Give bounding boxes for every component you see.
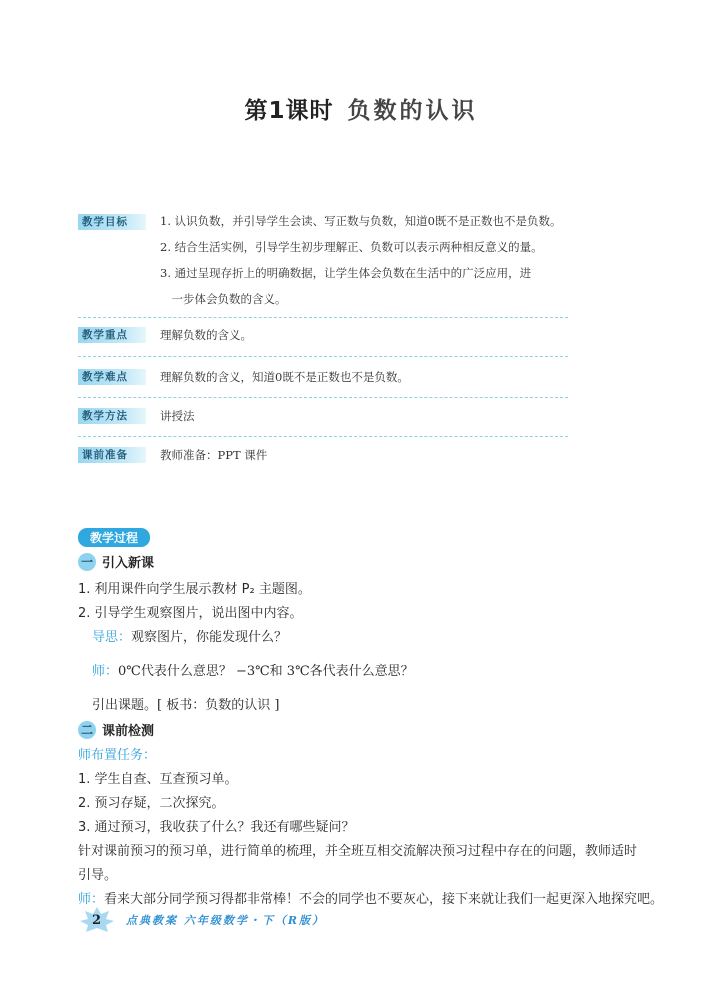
book-title: 点典教案 六年级数学・下（R版） xyxy=(126,914,325,927)
key-points-text: 理解负数的含义。 xyxy=(160,328,252,342)
paragraph-cont: 引导。 xyxy=(78,868,118,883)
objective-3-cont: 一步体会负数的含义。 xyxy=(160,292,287,306)
section-1-heading xyxy=(78,552,154,571)
section-2-heading xyxy=(78,720,154,739)
section-2-title: 课前检测 xyxy=(102,724,155,739)
task-label: 师布置任务： xyxy=(78,748,157,763)
divider xyxy=(78,317,568,318)
page-number: 2 xyxy=(92,913,102,928)
methods-label: 教学方法 xyxy=(78,408,146,424)
key-points-label: 教学重点 xyxy=(78,327,146,343)
lesson-topic: 负数的认识 xyxy=(347,98,478,124)
page-title xyxy=(0,92,722,125)
section-number-icon: 一 xyxy=(78,553,96,571)
section-number-icon: 二 xyxy=(78,721,96,739)
divider xyxy=(78,356,568,357)
list-item: 2. 预习存疑，二次探究。 xyxy=(78,796,225,811)
divider xyxy=(78,397,568,398)
list-item: 2. 引导学生观察图片，说出图中内容。 xyxy=(78,606,303,621)
teacher-remark: 师：看来大部分同学预习得都非常棒！不会的同学也不要灰心，接下来就让我们一起更深入地探究吧。 xyxy=(78,892,664,907)
intro-text: 引出课题。[ 板书：负数的认识 ] xyxy=(92,698,280,713)
list-item: 1. 学生自查、互查预习单。 xyxy=(78,772,238,787)
section-1-title: 引入新课 xyxy=(102,556,155,571)
preparation-label: 课前准备 xyxy=(78,447,146,463)
difficulties-label: 教学难点 xyxy=(78,369,146,385)
teacher-question: 师：0℃代表什么意思？ −3℃和 3℃各代表什么意思？ xyxy=(92,664,414,679)
methods-text: 讲授法 xyxy=(160,409,195,423)
objective-1: 1. 认识负数，并引导学生会读、写正数与负数，知道0既不是正数也不是负数。 xyxy=(160,214,562,228)
objective-2: 2. 结合生活实例，引导学生初步理解正、负数可以表示两种相反意义的量。 xyxy=(160,240,543,254)
lesson-number: 第1课时 xyxy=(244,98,334,124)
paragraph: 针对课前预习的预习单，进行简单的梳理，并全班互相交流解决预习过程中存在的问题，教师适时 xyxy=(78,844,638,859)
preparation-text: 教师准备：PPT 课件 xyxy=(160,448,268,462)
list-item: 3. 通过预习，我收获了什么？我还有哪些疑问？ xyxy=(78,820,355,835)
divider xyxy=(78,436,568,437)
objective-3: 3. 通过呈现存折上的明确数据，让学生体会负数在生活中的广泛应用，进 xyxy=(160,266,532,280)
teaching-process-badge: 教学过程 xyxy=(78,528,150,547)
maple-leaf-icon xyxy=(78,905,116,935)
page-footer xyxy=(78,905,325,935)
objectives-label: 教学目标 xyxy=(78,214,146,230)
list-item: 1. 利用课件向学生展示教材 P₂ 主题图。 xyxy=(78,582,311,597)
guide-question: 导思：观察图片，你能发现什么？ xyxy=(92,630,288,645)
difficulties-text: 理解负数的含义，知道0既不是正数也不是负数。 xyxy=(160,370,409,384)
